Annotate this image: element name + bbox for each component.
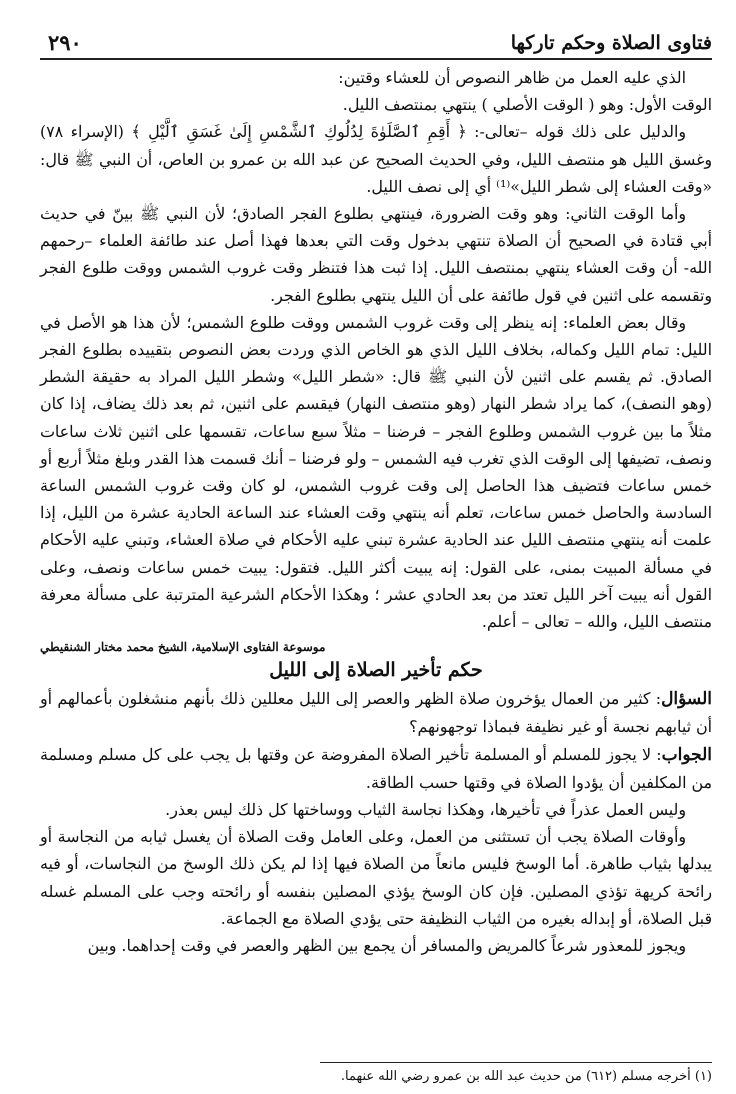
question-label: السؤال <box>661 689 712 710</box>
paragraph: الذي عليه العمل من ظاهر النصوص أن للعشاء وقتين: <box>338 68 686 87</box>
footnote: (١) أخرجه مسلم (٦١٢) من حديث عبد الله بن عمرو رضي الله عنهما. <box>340 1069 712 1084</box>
running-header <box>40 30 712 60</box>
section-title: حكم تأخير الصلاة إلى الليل <box>269 659 483 682</box>
paragraph: ويجوز للمعذور شرعاً كالمريض والمسافر أن يجمع بين الظهر والعصر في وقت إحداهما. وبين <box>87 936 686 956</box>
question-text: : كثير من العمال يؤخرون صلاة الظهر والعصر إلى الليل معللين ذلك بأنهم منشغلون بأعمالهم أو أن ثيابهم نجسة أو غير نظيفة فبماذا توجهونهم؟ <box>40 689 712 737</box>
paragraph: الوقت الأول: وهو ( الوقت الأصلي ) ينتهي بمنتصف الليل. <box>342 95 712 115</box>
main-text <box>40 64 712 959</box>
question-paragraph <box>40 685 712 740</box>
answer-label: الجواب <box>661 744 712 765</box>
footnote-divider <box>320 1062 712 1063</box>
paragraph: والدليل على ذلك قوله –تعالى-: ﴿ أَقِمِ ٱلصَّلَوٰةَ لِدُلُوكِ ٱلشَّمْسِ إِلَىٰ غَسَقِ ٱلَّيْلِ ﴾ (الإسراء ٧٨) وغسق الليل هو منتصف الليل، وفي الحديث الصحيح عن عبد الله بن عمرو بن العاص، أن النبي ﷺ قال: «وقت العشاء إلى شطر الليل»⁽¹⁾ أي إلى نصف الليل. <box>40 122 712 196</box>
answer-paragraph <box>40 741 712 796</box>
paragraph: وأوقات الصلاة يجب أن تستثنى من العمل، وعلى العامل وقت الصلاة أن يغسل ثيابه من النجاسة أو يبدلها بثياب طاهرة. أما الوسخ فليس مانعاً من الصلاة فيها إذا لم يكن ذلك الوسخ من النجاسات، أو فيه رائحة كريهة تؤذي المصلين. فإن كان الوسخ يؤذي المصلين بنفسه أو رائحته وجب على المسلم غسله قبل الصلاة، أو إبداله بغيره من الثياب النظيفة حتى يؤدي الصلاة مع الجماعة. <box>40 827 712 928</box>
paragraph: وليس العمل عذراً في تأخيرها، وهكذا نجاسة الثياب ووساختها كل ذلك ليس بعذر. <box>165 800 686 820</box>
running-title: فتاوى الصلاة وحكم تاركها <box>510 32 712 54</box>
paragraph: وأما الوقت الثاني: وهو وقت الضرورة، فينتهي بطلوع الفجر الصادق؛ لأن النبي ﷺ بينّ في حديث أبي قتادة في الصحيح أن الصلاة تنتهي بدخول وقت التي بعدها فهذا أصل عند طائفة العلماء –رحمهم الله- أن وقت العشاء ينتهي بمنتصف الليل. إذا ثبت هذا فتنظر وقت غروب الشمس ووقت طلوع الفجر وتقسمه على اثنين في قول طائفة على أن الليل ينتهي بطلوع الفجر. <box>40 204 712 305</box>
source-citation: موسوعة الفتاوى الإسلامية، الشيخ محمد مختار الشنقيطي <box>40 640 326 655</box>
page-number: ٢٩٠ <box>48 30 82 55</box>
answer-text: : لا يجوز للمسلم أو المسلمة تأخير الصلاة المفروضة عن وقتها بل يجب على كل مسلم ومسلمة من المكلفين أن يؤدوا الصلاة في وقتها حسب الطاقة. <box>40 744 712 792</box>
paragraph: وقال بعض العلماء: إنه ينظر إلى وقت غروب الشمس ووقت طلوع الشمس؛ لأن هذا هو الأصل في الليل: تمام الليل وكماله، بخلاف الليل الذي هو الخاص الذي وردت بعض النصوص بتقييده بطلوع الفجر الصادق. ثم يقسم على اثنين لأن النبي ﷺ قال: «شطر الليل» وشطر الليل المراد به حقيقة الشطر (وهو النصف)، كما يراد شطر النهار (وهو منتصف النهار) فيقسم على اثنين، ثم بعد ذلك يضاف، إذا كان مثلاً ما بين غروب الشمس وطلوع الفجر – فرضنا – مثلاً سبع ساعات، تقسمها على اثنين ثلاث ساعات ونصف، تضيفها إلى الوقت الذي تغرب فيه الشمس – ولو فرضنا – أنك قسمت هذا القدر وبلغ مثلاً أربع أو خمس ساعات فتضيف هذا الحاصل إلى وقت غروب الشمس، لو كان وقت غروب الشمس الساعة السادسة والحاصل خمس ساعات، تعلم أنه ينتهي وقت العشاء عند الساعة الحادية عشرة من الليل، إذا علمت أنه ينتهي منتصف الليل عند الحادية عشرة تبني عليه الأحكام في صلاة العشاء، وتبني عليه الأحكام في مسألة المبيت بمنى، على القول: إنه يبيت أكثر الليل. فتقول: يبيت خمس ساعات ونصف، وعلى القول أنه يبيت آخر الليل تعتد من بعد الحادي عشر ؛ وهكذا الأحكام الشرعية المترتبة على مسألة معرفة منتصف الليل، والله – تعالى – أعلم. <box>40 312 713 632</box>
